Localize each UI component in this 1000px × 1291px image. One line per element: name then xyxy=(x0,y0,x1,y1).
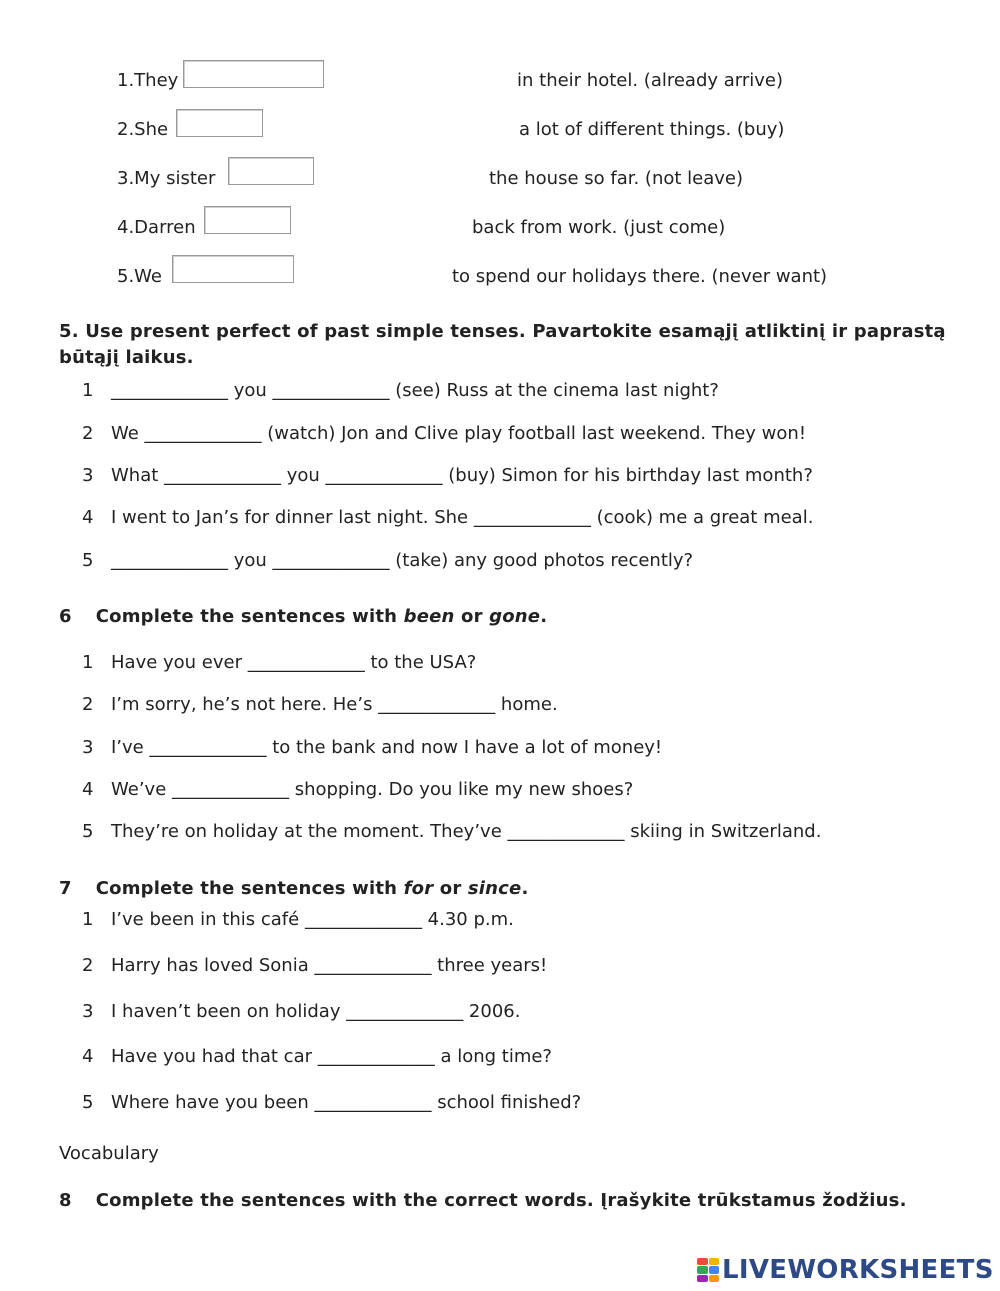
ex6-item-number: 5 xyxy=(82,821,94,842)
ex4-item-2-end: a lot of different things. (buy) xyxy=(519,119,785,140)
ex7-number: 7 xyxy=(59,878,72,899)
ex4-answer-input-3[interactable] xyxy=(228,157,314,185)
ex6-number: 6 xyxy=(59,606,72,627)
ex6-heading-period: . xyxy=(540,606,548,627)
ex6-item-text: I’ve _____________ to the bank and now I have a lot of money! xyxy=(111,737,663,758)
ex7-item-number: 3 xyxy=(82,1001,94,1022)
ex7-item-text: Where have you been _____________ school finished? xyxy=(111,1092,582,1113)
ex7-item-text: I’ve been in this café _____________ 4.30 p.m. xyxy=(111,909,514,930)
logo-square xyxy=(697,1258,708,1265)
ex6-item-text: They’re on holiday at the moment. They’ve _____________ skiing in Switzerland. xyxy=(111,821,822,842)
ex6-item-text: Have you ever _____________ to the USA? xyxy=(111,652,477,673)
ex5-item-number: 5 xyxy=(82,550,94,571)
ex4-answer-input-5[interactable] xyxy=(172,255,294,283)
logo-square xyxy=(709,1266,720,1273)
ex4-answer-input-4[interactable] xyxy=(204,206,291,234)
logo-mark-icon xyxy=(697,1258,719,1282)
logo-square xyxy=(709,1275,720,1282)
ex4-item-3-end: the house so far. (not leave) xyxy=(489,168,744,189)
ex7-word-since: since xyxy=(467,878,522,899)
ex4-item-4-start: 4.Darren xyxy=(117,217,196,238)
ex7-item-number: 1 xyxy=(82,909,94,930)
ex7-item-text: Have you had that car _____________ a long time? xyxy=(111,1046,552,1067)
liveworksheets-logo[interactable] xyxy=(697,1256,994,1284)
ex5-item-number: 1 xyxy=(82,380,94,401)
ex6-item-number: 2 xyxy=(82,694,94,715)
ex5-item-text: I went to Jan’s for dinner last night. She _____________ (cook) me a great meal. xyxy=(111,507,814,528)
ex4-item-4-end: back from work. (just come) xyxy=(472,217,726,238)
ex5-heading-line2: būtąjį laikus. xyxy=(59,347,194,368)
ex7-heading-text: Complete the sentences with xyxy=(95,878,404,899)
ex6-item-number: 3 xyxy=(82,737,94,758)
ex4-item-2-start: 2.She xyxy=(117,119,169,140)
logo-square xyxy=(709,1258,720,1265)
ex7-item-number: 2 xyxy=(82,955,94,976)
ex4-item-5-end: to spend our holidays there. (never want) xyxy=(452,266,828,287)
logo-text: LIVEWORKSHEETS xyxy=(722,1255,994,1285)
ex5-item-text: We _____________ (watch) Jon and Clive play football last weekend. They won! xyxy=(111,423,807,444)
ex4-item-5-start: 5.We xyxy=(117,266,162,287)
ex5-item-text: _____________ you _____________ (see) Russ at the cinema last night? xyxy=(111,380,719,401)
ex7-heading xyxy=(59,880,529,898)
ex5-item-text: _____________ you _____________ (take) any good photos recently? xyxy=(111,550,694,571)
ex5-item-number: 2 xyxy=(82,423,94,444)
ex6-word-gone: gone xyxy=(489,606,541,627)
ex7-word-for: for xyxy=(403,878,434,899)
ex7-item-text: I haven’t been on holiday _____________ 2006. xyxy=(111,1001,521,1022)
ex4-item-1-end: in their hotel. (already arrive) xyxy=(517,70,784,91)
logo-square xyxy=(697,1266,708,1273)
ex6-item-number: 1 xyxy=(82,652,94,673)
ex8-number: 8 xyxy=(59,1190,72,1211)
ex6-heading-or: or xyxy=(454,606,490,627)
ex6-item-text: We’ve _____________ shopping. Do you like my new shoes? xyxy=(111,779,634,800)
ex5-heading-line1: 5. Use present perfect of past simple tenses. Pavartokite esamąjį atliktinį ir paprastą xyxy=(59,321,946,342)
ex4-answer-input-2[interactable] xyxy=(176,109,263,137)
ex6-word-been: been xyxy=(403,606,455,627)
ex8-heading-text: Complete the sentences with the correct words. Įrašykite trūkstamus žodžius. xyxy=(95,1190,907,1211)
ex6-heading-text: Complete the sentences with xyxy=(95,606,404,627)
ex5-item-number: 4 xyxy=(82,507,94,528)
ex8-heading xyxy=(59,1192,907,1210)
ex4-item-1-start: 1.They xyxy=(117,70,179,91)
ex6-item-text: I’m sorry, he’s not here. He’s _____________ home. xyxy=(111,694,558,715)
ex4-answer-input-1[interactable] xyxy=(183,60,324,88)
ex7-item-number: 5 xyxy=(82,1092,94,1113)
ex6-heading xyxy=(59,608,547,626)
ex7-heading-period: . xyxy=(521,878,529,899)
ex7-item-number: 4 xyxy=(82,1046,94,1067)
ex5-item-text: What _____________ you _____________ (buy) Simon for his birthday last month? xyxy=(111,465,813,486)
ex6-item-number: 4 xyxy=(82,779,94,800)
ex4-item-3-start: 3.My sister xyxy=(117,168,216,189)
vocabulary-label: Vocabulary xyxy=(59,1143,159,1164)
ex5-item-number: 3 xyxy=(82,465,94,486)
ex7-item-text: Harry has loved Sonia _____________ three years! xyxy=(111,955,548,976)
logo-square xyxy=(697,1275,708,1282)
ex7-heading-or: or xyxy=(433,878,468,899)
